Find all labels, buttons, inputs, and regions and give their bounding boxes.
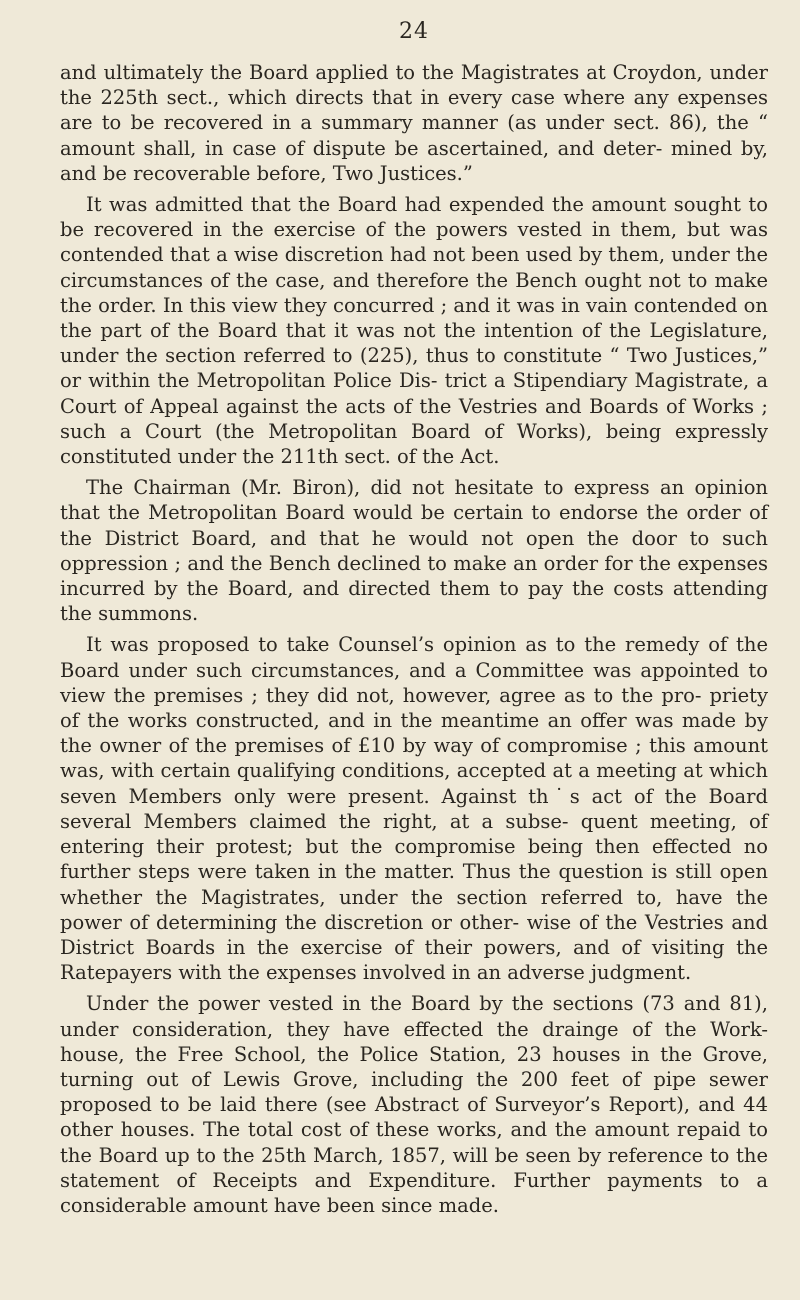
paragraph-1: and ultimately the Board applied to the Magistrates at Croydon, under the 225th sect., which directs that in every case where any expenses are to be recovered in a summary manner (as under sect. 86), the “ amount shall, in case of dispute be ascertained, and deter- mined by, and be recoverable before, Two Justices.” [60,61,768,185]
page-number: 24 [399,19,429,44]
paragraph-3: The Chairman (Mr. Biron), did not hesitate to express an opinion that the Metropolitan Board would be certain to endorse the order of the District Board, and that he would not open the door to such oppression ; and the Bench declined to make an order for the expenses incurred by the Board, and directed them to pay the costs attending the summons. [60,476,768,626]
paragraph-2: It was admitted that the Board had expended the amount sought to be recovered in the exercise of the powers vested in them, but was contended that a wise discretion had not been used by them, under the circumstances of the case, and therefore the Bench ought not to make the order. In this view they concurred ; and it was in vain contended on the part of the Board that it was not the intention of the Legislature, under the section referred to (225), thus to constitute “ Two Justices,” or within the Metropolitan Police Dis- trict a Stipendiary Magistrate, a Court of Appeal against the acts of the Vestries and Boards of Works ; such a Court (the Metropolitan Board of Works), being expressly constituted under the 211th sect. of the Act. [60,193,768,469]
paragraph-5: Under the power vested in the Board by the sections (73 and 81), under consideration, they have effected the drainge of the Work- house, the Free School, the Police Station, 23 houses in the Grove, turning out of Lewis Grove, including the 200 feet of pipe sewer proposed to be laid there (see Abstract of Surveyor’s Report), and 44 other houses. The total cost of these works, and the amount repaid to the Board up to the 25th March, 1857, will be seen by reference to the statement of Receipts and Expenditure. Further payments to a considerable amount have been since made. [60,992,768,1217]
paragraph-4: It was proposed to take Counsel’s opinion as to the remedy of the Board under such circumstances, and a Committee was appointed to view the premises ; they did not, however, agree as to the pro- priety of the works constructed, and in the meantime an offer was made by the owner of the premises of £10 by way of compromise ; this amount was, with certain qualifying conditions, accepted at a meeting at which seven Members only were present. Against th˙s act of the Board several Members claimed the right, at a subse- quent meeting, of entering their protest; but the compromise being then effected no further steps were taken in the matter. Thus the question is still open whether the Magistrates, under the section referred to, have the power of determining the discretion or other- wise of the Vestries and District Boards in the exercise of their powers, and of visiting the Ratepayers with the expenses involved in an adverse judgment. [60,633,768,985]
